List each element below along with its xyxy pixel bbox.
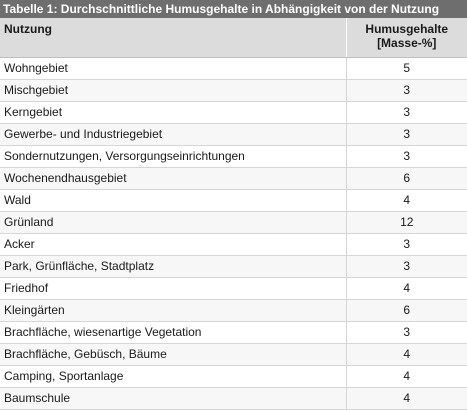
table-row (0, 189, 467, 211)
cell-nutzung: Mischgebiet (0, 79, 346, 101)
cell-humusgehalt: 5 (346, 57, 467, 79)
table-row (0, 277, 467, 299)
cell-humusgehalt: 6 (346, 167, 467, 189)
table-header (0, 18, 467, 57)
cell-humusgehalt: 3 (346, 233, 467, 255)
cell-humusgehalt: 3 (346, 123, 467, 145)
cell-humusgehalt: 4 (346, 387, 467, 409)
header-humusgehalte-line2: [Masse-%] (377, 36, 437, 50)
table-row (0, 167, 467, 189)
cell-nutzung: Grünland (0, 211, 346, 233)
header-row (0, 18, 467, 57)
table-row (0, 123, 467, 145)
cell-humusgehalt: 4 (346, 277, 467, 299)
cell-nutzung: Kleingärten (0, 299, 346, 321)
cell-nutzung: Kerngebiet (0, 101, 346, 123)
table-row (0, 79, 467, 101)
cell-humusgehalt: 4 (346, 343, 467, 365)
cell-nutzung: Wald (0, 189, 346, 211)
cell-nutzung: Wohngebiet (0, 57, 346, 79)
table-row (0, 387, 467, 409)
header-humusgehalte (346, 18, 467, 57)
cell-nutzung: Brachfläche, Gebüsch, Bäume (0, 343, 346, 365)
table-row (0, 233, 467, 255)
humus-table (0, 18, 467, 410)
cell-humusgehalt: 4 (346, 189, 467, 211)
table-row (0, 211, 467, 233)
cell-nutzung: Acker (0, 233, 346, 255)
table-body (0, 57, 467, 409)
table-row (0, 57, 467, 79)
cell-nutzung: Wochenendhausgebiet (0, 167, 346, 189)
table-row (0, 255, 467, 277)
table-caption: Tabelle 1: Durchschnittliche Humusgehalte in Abhängigkeit von der Nutzung (0, 0, 467, 18)
table-row (0, 365, 467, 387)
cell-humusgehalt: 3 (346, 101, 467, 123)
table-row (0, 343, 467, 365)
cell-nutzung: Baumschule (0, 387, 346, 409)
cell-humusgehalt: 6 (346, 299, 467, 321)
cell-humusgehalt: 3 (346, 79, 467, 101)
table-row (0, 299, 467, 321)
cell-humusgehalt: 3 (346, 145, 467, 167)
cell-nutzung: Sondernutzungen, Versorgungseinrichtungen (0, 145, 346, 167)
table-row (0, 321, 467, 343)
cell-humusgehalt: 4 (346, 365, 467, 387)
table-row (0, 101, 467, 123)
header-nutzung: Nutzung (0, 18, 346, 57)
cell-nutzung: Brachfläche, wiesenartige Vegetation (0, 321, 346, 343)
cell-nutzung: Park, Grünfläche, Stadtplatz (0, 255, 346, 277)
table-row (0, 145, 467, 167)
cell-nutzung: Camping, Sportanlage (0, 365, 346, 387)
cell-nutzung: Gewerbe- und Industriegebiet (0, 123, 346, 145)
cell-humusgehalt: 3 (346, 321, 467, 343)
cell-nutzung: Friedhof (0, 277, 346, 299)
header-humusgehalte-line1: Humusgehalte (365, 22, 449, 36)
cell-humusgehalt: 12 (346, 211, 467, 233)
cell-humusgehalt: 3 (346, 255, 467, 277)
